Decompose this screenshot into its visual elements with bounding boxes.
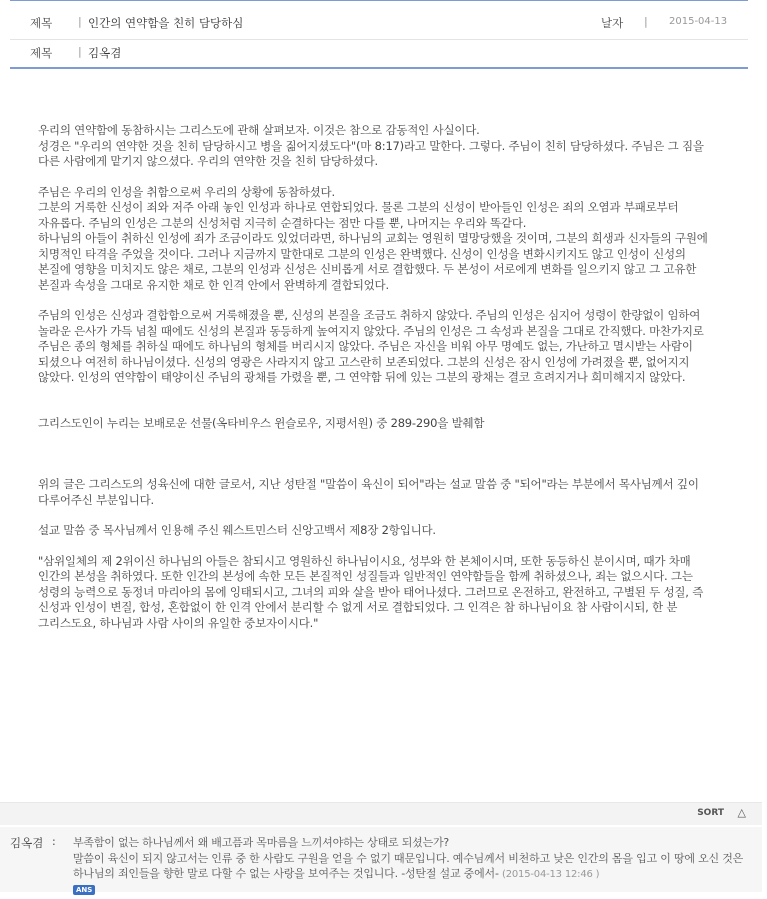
comment-item [0,827,762,892]
post-content [38,123,718,631]
date-label: 날자 [601,16,624,30]
sort-button[interactable]: SORT [697,808,724,818]
header-row-title [10,0,748,40]
paragraph: 설교 말씀 중 목사님께서 인용해 주신 웨스트민스터 신앙고백서 제8장 2항입니다. [38,523,436,537]
comment-sort-bar [0,802,762,825]
paragraph: 주님은 우리의 인성을 취함으로써 우리의 상황에 동참하셨다. 그분의 거룩한 신성이 죄와 저주 아래 놓인 인성과 하나로 연합되었다. 물론 그분의 신성이 받아들인 인성은 죄의 오염과 부패로부터 자유롭다. 주님의 인성은 그분의 신성처럼 지극히 순결하다는 점만 다를 뿐, 나머지는 우리와 똑같다. 하나님의 아들이 취하신 인성에 죄가 조금이라도 있었더라면, 하나님의 교회는 영원히 멸망당했을 것이며, 그분의 희생과 신자들의 구원에 치명적인 타격을 주었을 것이다. 그러나 지금까지 말한대로 그분의 인성은 완벽했다. 신성이 인성을 변화시키지도 않고 인성이 신성의 본질에 영향을 미치지도 않은 채로, 그분의 인성과 신성은 신비롭게 서로 결합했다. 두 본성이 서로에게 변화를 일으키지 않고 그 고유한 본질과 속성을 그대로 유지한 채로 한 인격 안에서 완벽하게 결합되었다. [38,184,708,292]
paragraph: 주님의 인성은 신성과 결합함으로써 거룩해졌을 뿐, 신성의 본질을 조금도 취하지 않았다. 주님의 인성은 심지어 성령이 한량없이 임하여 놀라운 은사가 가득 넘칠 때에도 신성의 본질과 동등하게 높여지지 않았다. 주님의 인성은 그 속성과 본질을 그대로 간직했다. 마찬가지로 주님은 종의 형체를 취하실 때에도 하나님의 형체를 버리시지 않았다. 주님은 자신을 비워 아무 명예도 없는, 가난하고 멸시받는 사람이 되셨으나 여전히 하나님이셨다. 신성의 영광은 사라지지 않고 고스란히 보존되었다. 그분의 신성은 잠시 인성에 가려졌을 뿐, 없어지지 않았다. 인성의 연약함이 태양이신 주님의 광채를 가렸을 뿐, 그 연약함 뒤에 있는 그분의 광채는 결코 흐려지거나 희미해지지 않았다. [38,308,708,384]
triangle-up-icon[interactable]: △ [737,806,746,819]
divider: | [78,45,82,58]
title-label: 제목 [30,16,53,30]
comment-line: 부족함이 없는 하나님께서 왜 배고픔과 목마름을 느끼셔야하는 상태로 되셨는가? [73,836,450,849]
paragraph: 위의 글은 그리스도의 성육신에 대한 글로서, 지난 성탄절 "말씀이 육신이 되어"라는 설교 말씀 중 "되어"라는 부분에서 목사님께서 깊이 다루어주신 부분입니다. [38,477,703,507]
header-row-author [10,39,748,69]
post-author: 김옥겸 [88,46,122,60]
divider: | [78,15,82,28]
paragraph: 우리의 연약함에 동참하시는 그리스도에 관해 살펴보자. 이것은 참으로 감동적인 사실이다. 성경은 "우리의 연약한 것을 친히 담당하시고 병을 짊어지셨도다"(마 8:17)라고 말한다. 그렇다. 주님이 친히 담당하셨다. 주님은 그 짐을 다른 사람에게 맡기지 않으셨다. 우리의 연약한 것을 친히 담당하셨다. [38,123,704,168]
comment-colon: : [52,835,56,848]
quote-paragraph: "삼위일체의 제 2위이신 하나님의 아들은 참되시고 영원하신 하나님이시요, 성부와 한 본체이시며, 또한 동등하신 분이시며, 때가 차매 인간의 본성을 취하였다. 또한 인간의 본성에 속한 모든 본질적인 성질들과 일반적인 연약함들을 함께 취하셨으나, 죄는 없으시다. 그는 성령의 능력으로 동정녀 마리아의 몸에 잉태되시고, 그녀의 피와 살을 받아 태어나셨다. 그러므로 온전하고, 완전하고, 구별된 두 성질, 즉 신성과 인성이 변질, 합성, 혼합없이 한 인격 안에서 분리할 수 없게 서로 결합되었다. 그 인격은 참 하나님이요 참 사람이시되, 한 분 그리스도요, 하나님과 사람 사이의 유일한 중보자이시다." [38,553,707,630]
comment-body [73,835,753,883]
source-citation: 그리스도인이 누리는 보배로운 선물(옥타비우스 윈슬로우, 지평서원) 중 289-290을 발췌함 [38,415,485,430]
author-label: 제목 [30,46,53,60]
comment-author: 김옥겸 [10,836,44,850]
comment-date: (2015-04-13 12:46 ) [502,869,600,880]
comment-line: 말씀이 육신이 되지 않고서는 인류 중 한 사람도 구원을 얻을 수 없기 때문입니다. 예수님께서 비천하고 낮은 인간의 몸을 입고 이 땅에 오신 것은 하나님의 죄인들을 향한 말로 다할 수 없는 사랑을 보여주는 것입니다. -성탄절 설교 중에서- (2015-04-13 12:46 ) [73,851,744,880]
reply-badge[interactable]: ANS [73,885,95,895]
post-title: 인간의 연약함을 친히 담당하심 [88,16,244,30]
post-date: 2015-04-13 [669,16,728,27]
divider: | [644,15,648,28]
